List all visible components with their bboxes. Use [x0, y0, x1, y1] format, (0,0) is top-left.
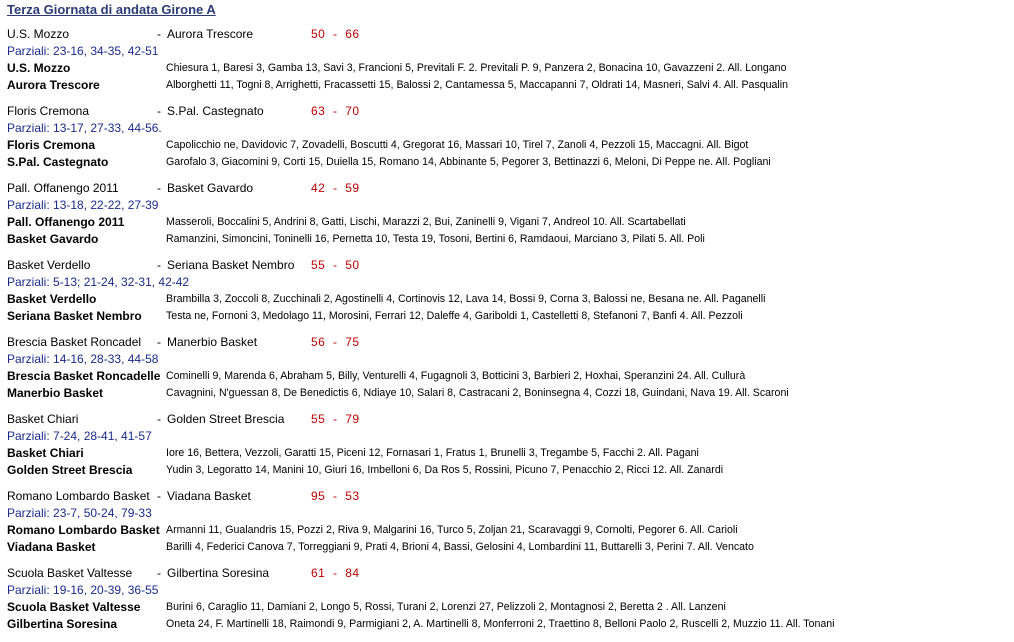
away-team-name: Aurora Trescore	[167, 27, 254, 41]
game-block	[7, 257, 1007, 334]
game-block	[7, 411, 1007, 488]
home-team-name: Basket Verdello	[7, 258, 91, 272]
partial-scores: Parziali: 14-16, 28-33, 44-58	[7, 352, 159, 366]
final-score: 61 - 84	[311, 566, 360, 580]
away-team-label: Basket Gavardo	[7, 232, 99, 246]
home-score: 55	[311, 412, 326, 426]
away-team-name: Gilbertina Soresina	[167, 566, 270, 580]
home-team-name: Basket Chiari	[7, 412, 79, 426]
game-block	[7, 103, 1007, 180]
home-score: 95	[311, 489, 326, 503]
home-team-label: Pall. Offanengo 2011	[7, 215, 125, 229]
away-team-label: Aurora Trescore	[7, 78, 100, 92]
away-team-name: S.Pal. Castegnato	[167, 104, 264, 118]
home-team-name: Floris Cremona	[7, 104, 90, 118]
final-score: 50 - 66	[311, 27, 360, 41]
away-team-label: Seriana Basket Nembro	[7, 309, 142, 323]
away-players: Cavagnini, N'guessan 8, De Benedictis 6, Ndiaye 10, Salari 8, Castracani 2, Boninsegna 4, Cozzi 18, Guindani, Nava 19. All. Scaroni	[166, 387, 789, 399]
away-team-name: Golden Street Brescia	[167, 412, 285, 426]
home-players: Burini 6, Caraglio 11, Damiani 2, Longo 5, Rossi, Turani 2, Lorenzi 27, Pelizzoli 2, Montagnosi 2, Beretta 2 . All. Lanzeni	[166, 601, 726, 613]
away-score: 53	[345, 489, 360, 503]
home-team-label: U.S. Mozzo	[7, 61, 71, 75]
home-players: Masseroli, Boccalini 5, Andrini 8, Gatti, Lischi, Marazzi 2, Bui, Zaninelli 9, Vigani 7, Andreol 10. All. Scartabellati	[166, 216, 686, 228]
final-score: 55 - 50	[311, 258, 360, 272]
partial-scores: Parziali: 7-24, 28-41, 41-57	[7, 429, 152, 443]
away-team-name: Manerbio Basket	[167, 335, 258, 349]
home-players: Iore 16, Bettera, Vezzoli, Garatti 15, Piceni 12, Fornasari 1, Fratus 1, Brunelli 3, Tregambe 5, Facchi 2. All. Pagani	[166, 447, 699, 459]
partial-scores: Parziali: 23-7, 50-24, 79-33	[7, 506, 152, 520]
home-team-label: Floris Cremona	[7, 138, 96, 152]
home-score: 63	[311, 104, 326, 118]
home-players: Cominelli 9, Marenda 6, Abraham 5, Billy, Venturelli 4, Fugagnoli 3, Botticini 3, Barbieri 2, Hoxhai, Speranzini 24. All. Cullurà	[166, 370, 746, 382]
away-team-name: Basket Gavardo	[167, 181, 254, 195]
away-score: 70	[345, 104, 360, 118]
home-players: Chiesura 1, Baresi 3, Gamba 13, Savi 3, Francioni 5, Previtali F. 2. Previtali P. 9, Panzera 2, Bonacina 10, Gavazzeni 2. All. Longano	[166, 62, 787, 74]
game-block	[7, 334, 1007, 411]
game-block	[7, 180, 1007, 257]
page-title[interactable]: Terza Giornata di andata Girone A	[7, 2, 216, 17]
results-list	[7, 26, 1007, 642]
home-players: Brambilla 3, Zoccoli 8, Zucchinali 2, Agostinelli 4, Cortinovis 12, Lava 14, Bossi 9, Corna 3, Balossi ne, Besana ne. All. Paganelli	[166, 293, 766, 305]
away-players: Ramanzini, Simoncini, Toninelli 16, Pernetta 10, Testa 19, Tosoni, Bertini 6, Ramdaoui, Marciano 3, Pilati 5. All. Poli	[166, 233, 705, 245]
home-team-label: Basket Chiari	[7, 446, 84, 460]
away-score: 79	[345, 412, 360, 426]
home-team-label: Basket Verdello	[7, 292, 97, 306]
away-team-label: S.Pal. Castegnato	[7, 155, 109, 169]
home-score: 61	[311, 566, 326, 580]
away-team-label: Golden Street Brescia	[7, 463, 133, 477]
away-players: Garofalo 3, Giacomini 9, Corti 15, Duiella 15, Romano 14, Abbinante 5, Pegorer 3, Bettinazzi 6, Meloni, Di Peppe ne. All. Pogliani	[166, 156, 771, 168]
away-team-name: Viadana Basket	[167, 489, 251, 503]
separator-dash: -	[157, 27, 161, 41]
home-score: 42	[311, 181, 326, 195]
final-score: 42 - 59	[311, 181, 360, 195]
separator-dash: -	[157, 104, 161, 118]
home-score: 50	[311, 27, 326, 41]
separator-dash: -	[157, 258, 161, 272]
home-players: Armanni 11, Gualandris 15, Pozzi 2, Riva 9, Malgarini 16, Turco 5, Zoljan 21, Scaravaggi 9, Cornolti, Pegorer 6. All. Carioli	[166, 524, 738, 536]
partial-scores: Parziali: 13-17, 27-33, 44-56.	[7, 121, 162, 135]
away-players: Alborghetti 11, Togni 8, Arrighetti, Fracassetti 15, Balossi 2, Cantamessa 5, Maccapanni 7, Oldrati 14, Masneri, Salvi 4. All. Pasqualin	[166, 79, 789, 91]
home-team-label: Brescia Basket Roncadelle	[7, 369, 161, 383]
home-team-label: Romano Lombardo Basket	[7, 523, 160, 537]
partial-scores: Parziali: 23-16, 34-35, 42-51	[7, 44, 159, 58]
separator-dash: -	[157, 566, 161, 580]
home-players: Capolicchio ne, Davidovic 7, Zovadelli, Boscutti 4, Gregorat 16, Massari 10, Tirel 7, Zanoli 4, Pezzoli 15, Maccagni. All. Bigot	[166, 139, 749, 151]
away-players: Testa ne, Fornoni 3, Medolago 11, Morosini, Ferrari 12, Daleffe 4, Gariboldi 1, Castelletti 8, Stefanoni 7, Banfi 4. All. Pezzoli	[166, 310, 743, 322]
separator-dash: -	[157, 489, 161, 503]
away-team-name: Seriana Basket Nembro	[167, 258, 295, 272]
final-score: 63 - 70	[311, 104, 360, 118]
separator-dash: -	[157, 412, 161, 426]
home-score: 56	[311, 335, 326, 349]
game-block	[7, 26, 1007, 103]
away-score: 50	[345, 258, 360, 272]
away-team-label: Gilbertina Soresina	[7, 617, 118, 631]
home-team-name: U.S. Mozzo	[7, 27, 70, 41]
home-team-name: Scuola Basket Valtesse	[7, 566, 133, 580]
final-score: 56 - 75	[311, 335, 360, 349]
game-block	[7, 565, 1007, 642]
away-players: Yudin 3, Legoratto 14, Manini 10, Giuri 16, Imbelloni 6, Da Ros 5, Rossini, Picuno 7, Penacchio 2, Ricci 12. All. Zanardi	[166, 464, 724, 476]
final-score: 95 - 53	[311, 489, 360, 503]
game-block	[7, 488, 1007, 565]
away-score: 66	[345, 27, 360, 41]
home-team-name: Romano Lombardo Basket	[7, 489, 150, 503]
home-team-name: Pall. Offanengo 2011	[7, 181, 119, 195]
partial-scores: Parziali: 13-18, 22-22, 27-39	[7, 198, 159, 212]
partial-scores: Parziali: 19-16, 20-39, 36-55	[7, 583, 159, 597]
away-score: 59	[345, 181, 360, 195]
away-score: 84	[345, 566, 360, 580]
home-team-label: Scuola Basket Valtesse	[7, 600, 141, 614]
partial-scores: Parziali: 5-13; 21-24, 32-31, 42-42	[7, 275, 190, 289]
final-score: 55 - 79	[311, 412, 360, 426]
away-players: Oneta 24, F. Martinelli 18, Raimondi 9, Parmigiani 2, A. Martinelli 8, Monferroni 2, Traettino 8, Belloni Paolo 2, Ruscelli 2, Muzzio 11. All. Tonani	[166, 618, 835, 630]
away-score: 75	[345, 335, 360, 349]
away-team-label: Manerbio Basket	[7, 386, 104, 400]
home-score: 55	[311, 258, 326, 272]
separator-dash: -	[157, 335, 161, 349]
home-team-name: Brescia Basket Roncadel	[7, 335, 142, 349]
away-team-label: Viadana Basket	[7, 540, 96, 554]
separator-dash: -	[157, 181, 161, 195]
away-players: Barilli 4, Federici Canova 7, Torreggiani 9, Prati 4, Brioni 4, Bassi, Gelosini 4, Lombardini 11, Buttarelli 3, Perini 7. All. Vencato	[166, 541, 754, 553]
